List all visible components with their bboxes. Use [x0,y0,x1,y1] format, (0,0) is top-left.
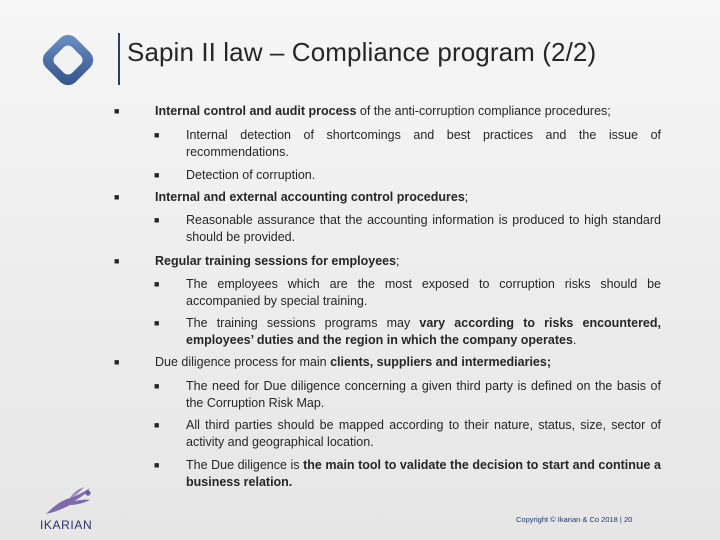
title-divider [118,33,120,85]
bullet-icon: ■ [154,318,160,328]
brand-name: IKARIAN [40,518,93,532]
sub-list-item: Reasonable assurance that the accounting information is produced to high standard should be provided. [186,213,661,244]
winged-figure-icon [40,484,96,518]
sub-list-item: The training sessions programs may vary according to risks encountered, employees’ duties and the region in which the company operates. [186,316,661,347]
page-title: Sapin II law – Compliance program (2/2) [127,37,597,67]
sub-list-item: The need for Due diligence concerning a given third party is defined on the basis of the Corruption Risk Map. [186,379,661,410]
sub-list-item: The Due diligence is the main tool to validate the decision to start and continue a business relation. [186,458,661,489]
bullet-icon: ■ [154,170,160,180]
sub-list-item: All third parties should be mapped according to their nature, status, size, sector of activity and geographical location. [186,418,661,449]
list-item: Regular training sessions for employees; [155,254,400,268]
bullet-icon: ■ [154,420,160,430]
bullet-icon: ■ [154,215,160,225]
bullet-icon: ■ [114,106,120,116]
bullet-icon: ■ [154,460,160,470]
list-item: Due diligence process for main clients, suppliers and intermediaries; [155,355,551,369]
bullet-icon: ■ [154,381,160,391]
sub-list-item: Detection of corruption. [186,168,316,182]
bullet-icon: ■ [154,279,160,289]
bullet-icon: ■ [114,192,120,202]
bullet-icon: ■ [114,256,120,266]
footer-copyright: Copyright © Ikarian & Co 2018 | 20 [516,515,633,524]
sub-list-item: The employees which are the most exposed to corruption risks should be accompanied by special training. [186,277,661,308]
sub-list-item: Internal detection of shortcomings and best practices and the issue of recommendations. [186,128,661,159]
list-item: Internal control and audit process of the anti-corruption compliance procedures; [155,104,611,118]
list-item: Internal and external accounting control procedures; [155,190,469,204]
bullet-icon: ■ [114,357,120,367]
bullet-icon: ■ [154,130,160,140]
company-logo-icon [38,30,98,90]
